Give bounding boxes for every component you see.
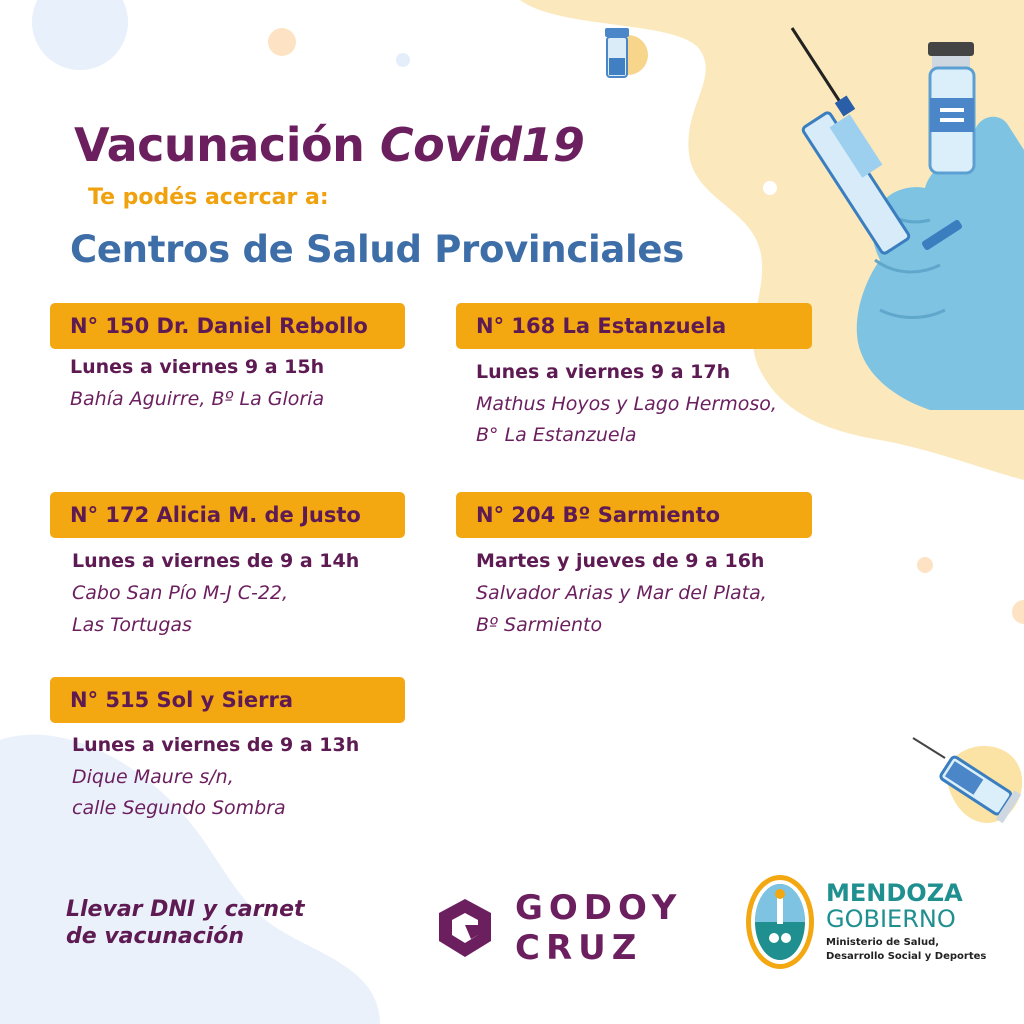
subtitle: Te podés acercar a: bbox=[88, 185, 329, 210]
center-address-515: Dique Maure s/n, bbox=[72, 766, 234, 788]
ministry-line1: Ministerio de Salud, bbox=[826, 937, 940, 948]
godoy-text: GODOY bbox=[515, 888, 683, 928]
center-address-172-line2: Las Tortugas bbox=[72, 614, 192, 636]
footer-note-line2: de vacunación bbox=[66, 924, 245, 949]
center-address-168-line2: B° La Estanzuela bbox=[476, 424, 637, 446]
bg-dot bbox=[268, 28, 296, 56]
mendoza-shield-icon bbox=[744, 872, 816, 972]
center-address-168: Mathus Hoyos y Lago Hermoso, bbox=[476, 393, 777, 415]
godoy-cruz-logo-icon bbox=[433, 895, 497, 961]
title-accent: Covid19 bbox=[379, 118, 585, 172]
mendoza-subtitle: GOBIERNO bbox=[826, 905, 956, 933]
center-hours-168: Lunes a viernes 9 a 17h bbox=[476, 361, 731, 383]
footer-note-line1: Llevar DNI y carnet bbox=[66, 897, 305, 922]
mendoza-wordmark bbox=[826, 880, 986, 964]
center-address-204-line2: Bº Sarmiento bbox=[476, 614, 603, 636]
center-hours-515: Lunes a viernes de 9 a 13h bbox=[72, 734, 360, 756]
mendoza-title: MENDOZA bbox=[826, 879, 963, 907]
title-main: Vacunación bbox=[74, 118, 380, 172]
center-badge-515: N° 515 Sol y Sierra bbox=[50, 677, 405, 723]
bg-circle bbox=[32, 0, 128, 70]
mendoza-logo bbox=[744, 872, 986, 972]
godoy-cruz-logo bbox=[433, 888, 682, 968]
center-address-204: Salvador Arias y Mar del Plata, bbox=[476, 582, 767, 604]
center-badge-172: N° 172 Alicia M. de Justo bbox=[50, 492, 405, 538]
center-hours-204: Martes y jueves de 9 a 16h bbox=[476, 550, 765, 572]
small-vial-icon bbox=[595, 20, 655, 90]
center-address-172: Cabo San Pío M-J C-22, bbox=[72, 582, 289, 604]
bg-dot bbox=[763, 181, 777, 195]
footer-note bbox=[66, 896, 305, 950]
center-badge-150: N° 150 Dr. Daniel Rebollo bbox=[50, 303, 405, 349]
center-address-150: Bahía Aguirre, Bº La Gloria bbox=[70, 388, 325, 410]
godoy-cruz-wordmark bbox=[515, 888, 682, 968]
ministry-line2: Desarrollo Social y Deportes bbox=[826, 951, 987, 962]
center-hours-172: Lunes a viernes de 9 a 14h bbox=[72, 550, 360, 572]
cruz-text: CRUZ bbox=[515, 928, 643, 968]
bg-dot bbox=[917, 557, 933, 573]
bg-dot bbox=[396, 53, 410, 67]
center-badge-204: N° 204 Bº Sarmiento bbox=[456, 492, 812, 538]
vaccine-vial-icon bbox=[928, 42, 974, 173]
center-address-515-line2: calle Segundo Sombra bbox=[72, 797, 286, 819]
page-title bbox=[74, 118, 584, 172]
bg-dot bbox=[1012, 600, 1024, 624]
section-heading: Centros de Salud Provinciales bbox=[70, 228, 684, 271]
center-hours-150: Lunes a viernes 9 a 15h bbox=[70, 356, 325, 378]
syringe-icon bbox=[905, 730, 1024, 840]
center-badge-168: N° 168 La Estanzuela bbox=[456, 303, 812, 349]
gloved-hand-icon bbox=[780, 20, 1024, 420]
